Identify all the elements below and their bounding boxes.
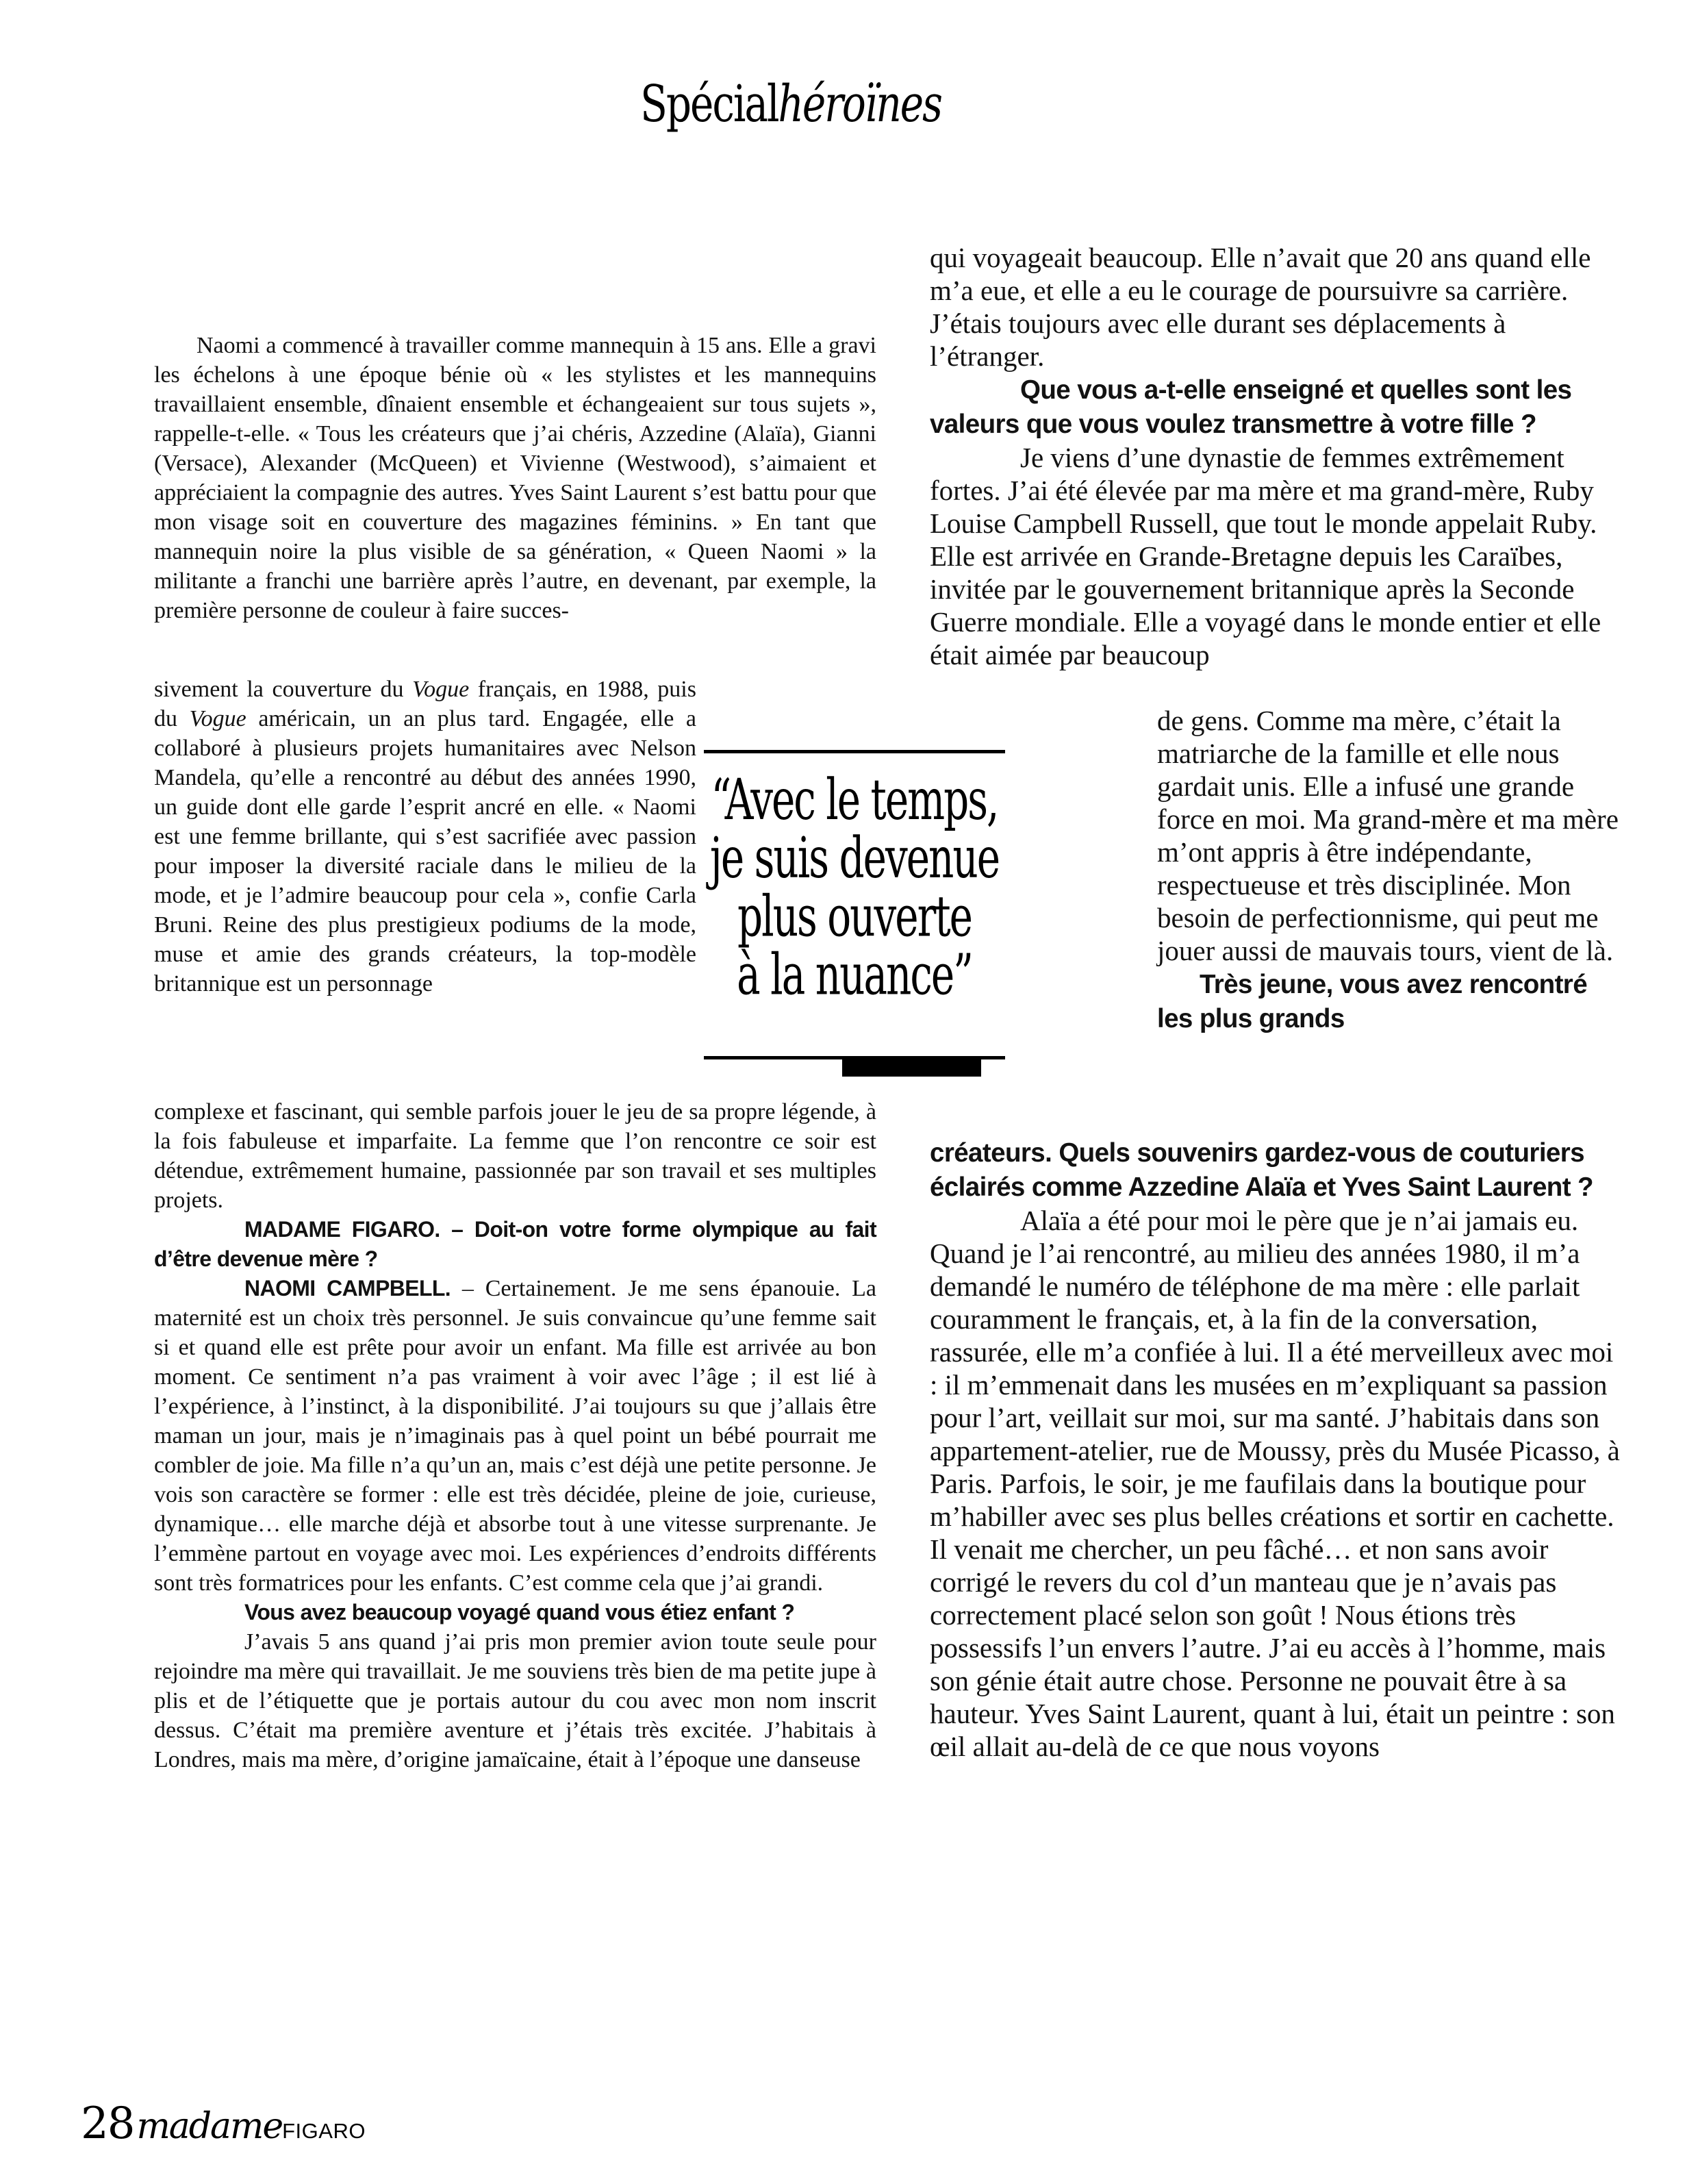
answer-valeurs-wide: Je viens d’une dynastie de femmes extrêmement fortes. J’ai été élevée par ma mère et ma grand-mère, Ruby Louise Campbell Russell, que tout le monde appelait Ruby. Elle est arrivée en Grande-Bretagne depuis les Caraïbes, invitée par le gouvernement britannique après la Seconde Guerre mondiale. Elle a voyagé dans le monde entier et elle était aimée par beaucoup (930, 442, 1601, 670)
answer-couturiers: Alaïa a été pour moi le père que je n’ai jamais eu. Quand je l’ai rencontré, au milieu des années 1980, il m’a demandé le numéro de téléphone de ma mère : elle parlait couramment le français, et, à la fin de la conversation, rassurée, elle m’a confiée à lui. Il a été merveilleux avec moi : il m’emmenait dans les musées en m’expliquant sa passion pour l’art, veillait sur moi, sur ma santé. J’habitais dans son appartement-atelier, rue de Moussy, près du Musée Picasso, à Paris. Parfois, le soir, je me faufilais dans la boutique pour m’habiller avec ses plus belles créations et sortir en cachette. Il venait me chercher, un peu fâché… et non sans avoir corrigé le revers du col d’un manteau que je n’avais pas correctement placé selon son goût ! Nous étions très possessifs l’un envers l’autre. J’ai eu accès à l’homme, mais son génie était autre chose. Personne ne pouvait être à sa hauteur. Yves Saint Laurent, quant à lui, était un peintre : son œil allait au-delà de ce que nous voyons (930, 1205, 1620, 1762)
pull-quote-line-3: plus ouverte (737, 883, 972, 950)
answer-voyage-enfant: J’avais 5 ans quand j’ai pris mon premier avion toute seule pour rejoindre ma mère qui travaillait. Je me souviens très bien de ma petite jupe à plis et de l’étiquette que je portais autour du cou avec mon nom inscrit dessus. C’était ma première aventure et j’étais très excitée. J’habitais à Londres, mais ma mère, d’origine jamaïcaine, était à l’époque une danseuse (154, 1629, 876, 1772)
question-valeurs: Que vous a-t-elle enseigné et quelles sont les valeurs que vous voulez transmettre à votre fille ? (930, 375, 1572, 439)
paragraph-intro-end: complexe et fascinant, qui semble parfois jouer le jeu de sa propre légende, à la fois fabuleuse et imparfaite. La femme que l’on rencontre ce soir est détendue, extrêmement humaine, passionnée par son travail et ses multiples projets. (154, 1099, 876, 1213)
answer-naomi-campbell: NAOMI CAMPBELL. – Certainement. Je me sens épanouie. La maternité est un choix très personnel. Je suis convaincue qu’une femme sait si et quand elle est prête pour avoir un enfant. Ma fille est arrivée au bon moment. Ce sentiment n’a pas vraiment à voir avec l’âge ; il est lié à l’expérience, à l’instinct, à la disponibilité. J’ai toujours su que j’allais être maman un jour, mais je n’imaginais pas à quel point un bébé pourrait me combler de joie. Ma fille n’a qu’un an, mais c’est déjà une petite personne. Je vois son caractère se former : elle est très décidée, pleine de joie, curieuse, dynamique… elle marche déjà et absorbe tout à une vitesse surprenante. Je l’emmène partout en voyage avec moi. Les expériences d’endroits différents sont très formatrices pour les enfants. C’est comme cela que j’ai grandi. (154, 1276, 877, 1596)
pull-quote-line-4: à la nuance” (737, 941, 972, 1008)
pull-quote-line-1: “Avec le temps, (711, 766, 998, 833)
question-couturiers-wide: créateurs. Quels souvenirs gardez-vous de couturiers éclairés comme Azzedine Alaïa et Yves Saint Laurent ? (930, 1138, 1593, 1202)
section-header (0, 74, 1582, 134)
logo-madame: madame (136, 2106, 283, 2147)
question-voyage-enfant: Vous avez beaucoup voyagé quand vous étiez enfant ? (244, 1600, 795, 1624)
answer-valeurs-narrow: de gens. Comme ma mère, c’était la matriarche de la famille et elle nous gardait unis. Elle a infusé une grande force en moi. Ma grand-mère et ma mère m’ont appris à être indépendante, respectueuse et très disciplinée. Mon besoin de perfectionnisme, qui peut me jouer aussi de mauvais tours, vient de là. (1157, 705, 1619, 966)
question-couturiers-narrow: Très jeune, vous avez rencontré les plus grands (1157, 970, 1588, 1033)
paragraph-continuation: qui voyageait beaucoup. Elle n’avait que 20 ans quand elle m’a eue, et elle a eu le courage de poursuivre sa carrière. J’étais toujours avec elle durant ses déplacements à l’étranger. (930, 242, 1591, 372)
pull-quote-line-2: je suis devenue (709, 825, 1000, 892)
left-column-narrow (154, 675, 696, 999)
section-header-regular: Spécial (640, 74, 778, 134)
left-column-lower (154, 1097, 876, 1774)
logo-figaro: FIGARO (282, 2119, 366, 2143)
section-header-italic: héroïnes (778, 74, 941, 134)
page-number: 28 (81, 2098, 134, 2149)
right-column-lower (930, 1135, 1620, 1763)
right-column-narrow (1157, 704, 1621, 1035)
left-column-top (154, 331, 876, 625)
pull-quote-top-rule (704, 750, 1005, 753)
right-column-top (930, 241, 1620, 671)
page-footer (81, 2098, 366, 2149)
pull-quote-black-bar (842, 1059, 981, 1077)
pull-quote-text (704, 766, 1005, 1008)
question-madame-figaro: MADAME FIGARO. – Doit-on votre forme olympique au fait d’être devenue mère ? (154, 1217, 876, 1271)
paragraph-intro: Naomi a commencé à travailler comme mannequin à 15 ans. Elle a gravi les échelons à une époque bénie où « les stylistes et les mannequins travaillaient ensemble, dînaient ensemble et échangeaient sur tous sujets », rappelle-t-elle. « Tous les créateurs que j’ai chéris, Azzedine (Alaïa), Gianni (Versace), Alexander (McQueen) et Vivienne (Westwood), s’aimaient et appréciaient la compagnie des autres. Yves Saint Laurent s’est battu pour que mon visage soit en couverture des magazines féminins. » En tant que mannequin noire la plus visible de sa génération, « Queen Naomi » la militante a franchi une barrière après l’autre, en devenant, par exemple, la première personne de couleur à faire succes- (154, 333, 876, 623)
paragraph-intro-narrow: sivement la couverture du Vogue français, en 1988, puis du Vogue américain, un an plus tard. Engagée, elle a collaboré à plusieurs projets humanitaires avec Nelson Mandela, qu’elle a rencontré au début des années 1990, un guide dont elle garde l’esprit ancré en elle. « Naomi est une femme brillante, qui s’est sacrifiée avec passion pour imposer la diversité raciale dans le milieu de la mode, et je l’admire beaucoup pour cela », confie Carla Bruni. Reine des plus prestigieux podiums de la mode, muse et amie des grands créateurs, la top-modèle britannique est un personnage (154, 677, 697, 996)
pull-quote (704, 750, 1005, 1092)
